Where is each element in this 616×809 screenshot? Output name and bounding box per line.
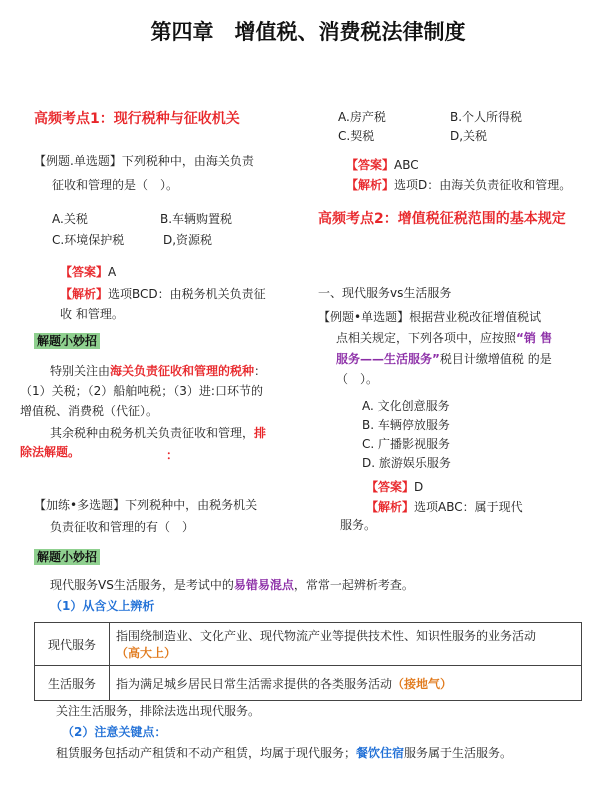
q3-explain-line2: 服务。 (340, 518, 377, 532)
tip-label-1: 解题小妙招 (34, 332, 100, 349)
q3-option-d: D. 旅游娱乐服务 (362, 456, 451, 470)
answer-value: A (108, 265, 117, 279)
bottom-intro: 现代服务VS生活服务，是考试中的易错易混点，常常一起辨析考查。 (50, 578, 414, 592)
explain-tag: 【解析】 (60, 287, 109, 301)
q1-option-c: C.环境保护税 (52, 233, 125, 247)
q2-option-d: D,关税 (450, 129, 488, 143)
q2-stem-line2: 负责征收和管理的有（ ） (50, 520, 195, 534)
q1-stem-line1 (34, 152, 254, 169)
tip-label-2: 解题小妙招 (34, 548, 100, 565)
q3-stem-line2: 点相关规定，下列各项中，应按照“销 售 (336, 331, 553, 345)
page-title: 第四章 增值税、消费税法律制度 (150, 20, 466, 44)
explain-text: 选项BCD：由税务机关负责征 (108, 287, 266, 301)
sub-heading-2: （2）注意关键点： (62, 725, 167, 739)
q3-explain-line1: 【解析】选项ABC：属于现代 (366, 500, 523, 514)
tip1-line4: 其余税种由税务机关负责征收和管理，排 (50, 426, 267, 440)
tip1-line5: 除法解题。 (20, 445, 81, 459)
q1-option-d: D,资源税 (163, 233, 213, 247)
q1-text: 下列税种中，由海关负责 (121, 154, 254, 168)
table-desc: 指为满足城乡居民日常生活需求提供的各类服务活动（接地气） (110, 666, 582, 701)
comparison-table (34, 622, 582, 701)
q3-stem-line1: 【例题•单选题】根据营业税改征增值税试 (318, 310, 542, 324)
q1-tag: 【例题.单选题】 (34, 154, 122, 168)
table-key: 生活服务 (35, 666, 110, 701)
q2-explain: 【解析】选项D：由海关负责征收和管理。 (346, 178, 572, 192)
q1-explain-line1 (60, 285, 266, 302)
tip1-line1: 特别关注由海关负责征收和管理的税种： (50, 364, 267, 378)
table-row (35, 666, 582, 701)
q2-option-a: A.房产税 (338, 110, 386, 124)
tip1-line2: （1）关税；（2）船舶吨税；（3）进:口环节的 (20, 384, 263, 398)
q1-stem-line2: 征收和管理的是（ ）。 (52, 178, 179, 192)
table-row (35, 623, 582, 666)
q3-option-a: A. 文化创意服务 (362, 399, 450, 413)
table-desc: 指围绕制造业、文化产业、现代物流产业等提供技术性、知识性服务的业务活动 （高大上） (110, 623, 582, 666)
tip1-line3: 增值税、消费税（代征）。 (20, 404, 159, 418)
q3-option-b: B. 车辆停放服务 (362, 418, 450, 432)
q2-option-c: C.契税 (338, 129, 375, 143)
q1-option-b: B.车辆购置税 (160, 212, 233, 226)
q3-answer: 【答案】D (366, 480, 424, 494)
q2-answer: 【答案】ABC (346, 158, 419, 172)
q3-option-c: C. 广播影视服务 (362, 437, 451, 451)
section1-title: 一、现代服务vs生活服务 (318, 286, 452, 300)
point2-heading: 高频考点2：增值税征税范围的基本规定 (318, 211, 566, 227)
q3-stem-line4: （ ）。 (336, 372, 379, 386)
q2-stem-line1: 【加练•多选题】下列税种中，由税务机关 (34, 498, 258, 512)
table-key: 现代服务 (35, 623, 110, 666)
q3-stem-line3: 服务——生活服务”税目计缴增值税 的是 (336, 352, 552, 366)
sub-heading-1: （1）从含义上辨析 (50, 599, 155, 613)
tip1-colon: ： (166, 448, 179, 462)
q2-option-b: B.个人所得税 (450, 110, 523, 124)
focus-note: 关注生活服务，排除法选出现代服务。 (56, 704, 261, 718)
answer-tag: 【答案】 (60, 265, 109, 279)
q1-option-a: A.关税 (52, 212, 88, 226)
q1-answer (60, 263, 116, 280)
last-line: 租赁服务包括动产租赁和不动产租赁，均属于现代服务；餐饮住宿服务属于生活服务。 (56, 746, 513, 760)
q1-explain-line2: 收 和管理。 (60, 307, 124, 321)
point1-heading: 高频考点1：现行税种与征收机关 (34, 111, 240, 127)
